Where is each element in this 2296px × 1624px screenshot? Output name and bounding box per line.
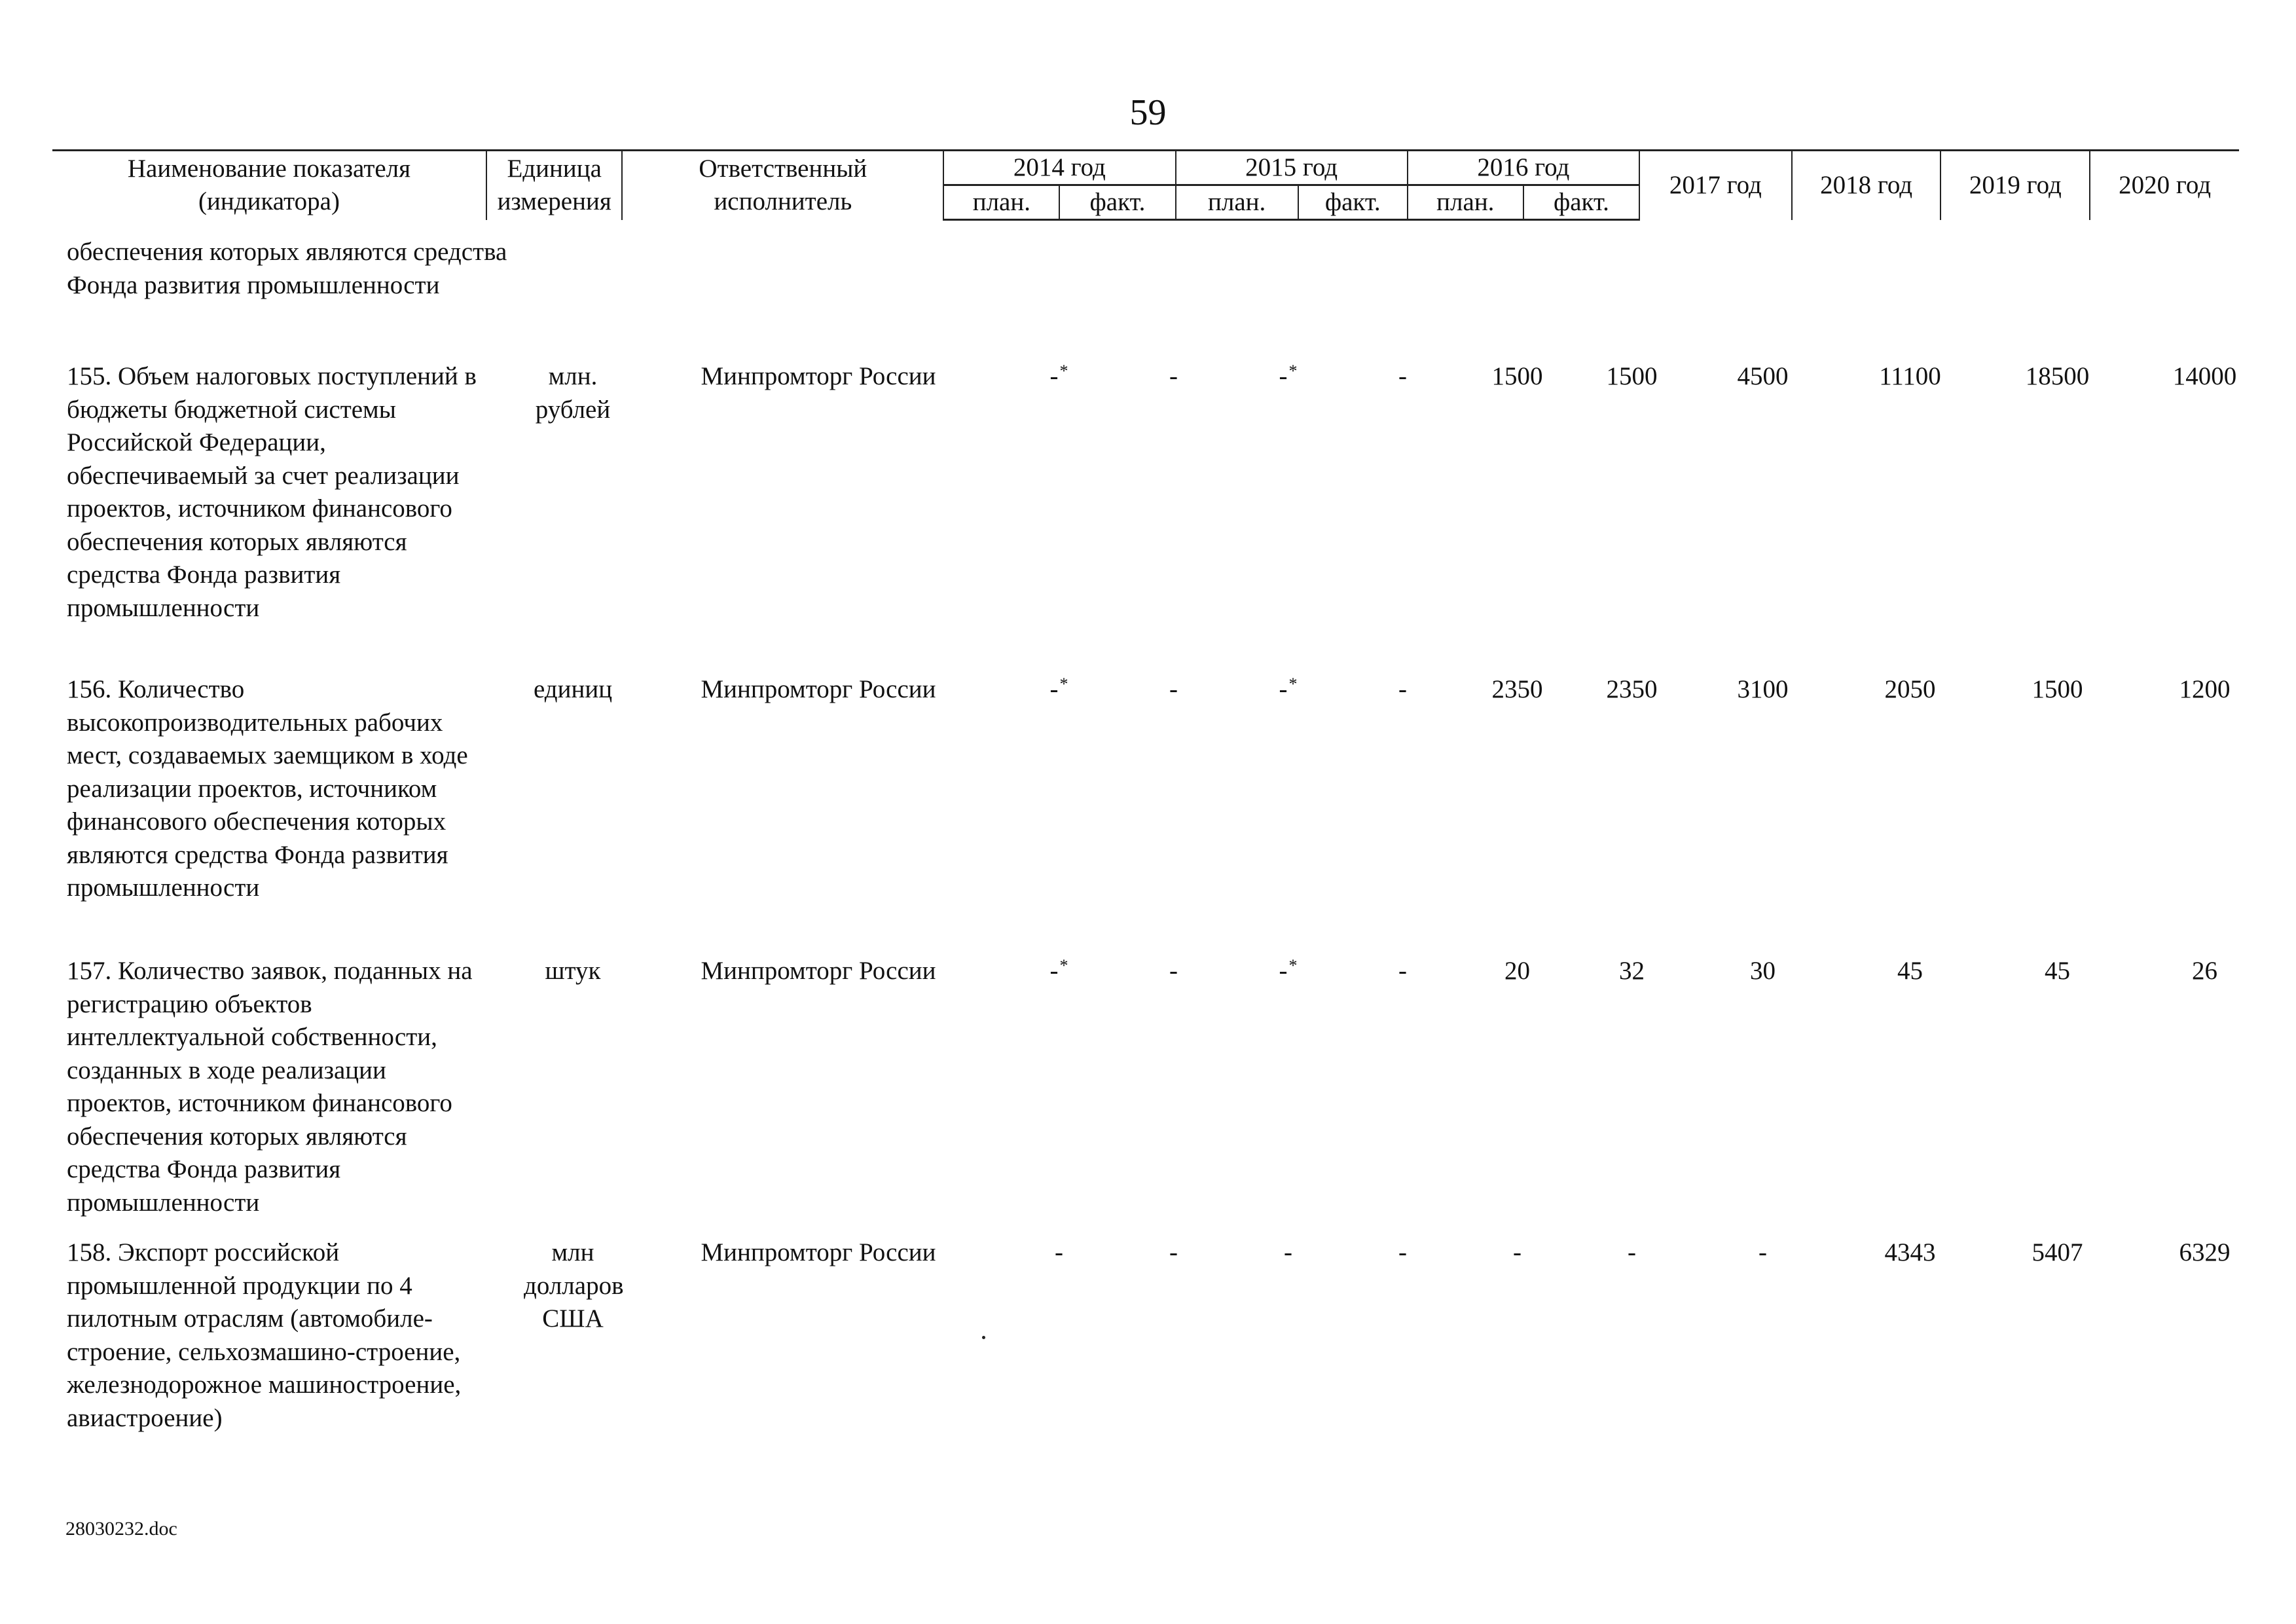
header-2017: 2017 год — [1639, 151, 1792, 220]
value-2014-fact: - — [1169, 362, 1178, 390]
value-2016-plan: 1500 — [1491, 362, 1543, 390]
value-2015-plan: -* — [1279, 674, 1298, 703]
value-2020: 26 — [2192, 957, 2217, 985]
value-2016-plan: - — [1513, 1238, 1522, 1266]
header-2016-plan: план. — [1408, 185, 1523, 220]
footnote-mark: * — [1059, 674, 1068, 693]
scan-dot — [982, 1336, 985, 1339]
value-2018: 11100 — [1879, 362, 1941, 390]
value-2020: 1200 — [2179, 675, 2231, 703]
table-body — [52, 236, 2239, 1452]
value-2017: 30 — [1750, 957, 1776, 985]
value-2016-plan: 2350 — [1491, 675, 1543, 703]
value-2019: 1500 — [2032, 675, 2083, 703]
footnote-mark: * — [1288, 361, 1298, 380]
value-2016-fact: 1500 — [1606, 362, 1658, 390]
header-2014-plan: план. — [943, 185, 1059, 220]
value-2015-fact: - — [1398, 1238, 1407, 1266]
header-2014: 2014 год — [943, 151, 1175, 185]
table-row — [52, 673, 2239, 955]
indicator-name: 156. Количество высокопроизводительных рабочих мест, создаваемых заемщиком в ходе реализации проектов, источником финансового обеспечения которых являются средства Фонда развития промышленности — [67, 675, 468, 902]
table-row — [52, 360, 2239, 673]
responsible-cell: Минпромторг России — [701, 362, 936, 390]
value-2016-fact: - — [1628, 1238, 1636, 1266]
value-2019: 18500 — [2025, 362, 2090, 390]
value-2018: 4343 — [1884, 1238, 1936, 1266]
value-2016-plan: 20 — [1504, 957, 1530, 985]
header-2016: 2016 год — [1408, 151, 1639, 185]
value-2014-plan: -* — [1049, 361, 1068, 390]
value-2014-fact: - — [1169, 1238, 1178, 1266]
header-2015: 2015 год — [1176, 151, 1408, 185]
table-row — [52, 955, 2239, 1236]
header-2015-fact: факт. — [1298, 185, 1408, 220]
table-row-continuation — [52, 236, 2239, 360]
value-2015-fact: - — [1398, 362, 1407, 390]
header-unit: Единица измерения — [486, 151, 622, 220]
footnote-mark: * — [1059, 956, 1068, 975]
value-2014-fact: - — [1169, 957, 1178, 985]
header-2020: 2020 год — [2090, 151, 2239, 220]
value-2017: - — [1758, 1238, 1767, 1266]
value-2015-plan: -* — [1279, 956, 1298, 985]
table-row — [52, 1236, 2239, 1452]
value-2018: 2050 — [1884, 675, 1936, 703]
value-2019: 5407 — [2032, 1238, 2083, 1266]
value-2020: 6329 — [2179, 1238, 2231, 1266]
footnote-mark: * — [1288, 956, 1298, 975]
responsible-cell: Минпромторг России — [701, 675, 936, 703]
footnote-mark: * — [1288, 674, 1298, 693]
value-2015-fact: - — [1398, 675, 1407, 703]
header-responsible: Ответственный исполнитель — [622, 151, 943, 220]
value-2016-fact: 2350 — [1606, 675, 1658, 703]
value-2019: 45 — [2045, 957, 2070, 985]
unit-cell: единиц — [533, 675, 613, 703]
footnote-mark: * — [1059, 361, 1068, 380]
header-2018: 2018 год — [1792, 151, 1941, 220]
value-2016-fact: 32 — [1619, 957, 1645, 985]
value-2015-plan: - — [1284, 1238, 1292, 1266]
responsible-cell: Минпромторг России — [701, 957, 936, 985]
header-name: Наименование показателя (индикатора) — [52, 151, 486, 220]
value-2018: 45 — [1897, 957, 1923, 985]
value-2015-fact: - — [1398, 957, 1407, 985]
value-2014-plan: -* — [1049, 674, 1068, 703]
indicator-name: 158. Экспорт российской промышленной продукции по 4 пилотным отраслям (автомобиле-строение, сельхозмашино-строение, железнодорожное машиностроение, авиастроение) — [67, 1238, 462, 1432]
page-number: 59 — [1129, 92, 1167, 133]
unit-cell: млн. рублей — [535, 362, 611, 424]
table-header — [52, 149, 2239, 221]
value-2015-plan: -* — [1279, 361, 1298, 390]
value-2014-plan: -* — [1049, 956, 1068, 985]
responsible-cell: Минпромторг России — [701, 1238, 936, 1266]
indicator-name: 155. Объем налоговых поступлений в бюджеты бюджетной системы Российской Федерации, обеспечиваемый за счет реализации проектов, источником финансового обеспечения которых являются средства Фонда развития промышленности — [67, 362, 477, 622]
header-2014-fact: факт. — [1059, 185, 1175, 220]
value-2020: 14000 — [2172, 362, 2237, 390]
unit-cell: млн долларов США — [524, 1238, 624, 1333]
document-footer: 28030232.doc — [65, 1518, 177, 1540]
indicator-name: обеспечения которых являются средства Фонда развития промышленности — [67, 238, 507, 299]
indicator-name: 157. Количество заявок, поданных на регистрацию объектов интеллектуальной собственности, созданных в ходе реализации проектов, источником финансового обеспечения которых являются средства Фонда развития промышленности — [67, 957, 473, 1217]
header-2016-fact: факт. — [1523, 185, 1639, 220]
unit-cell: штук — [545, 957, 601, 985]
value-2014-fact: - — [1169, 675, 1178, 703]
value-2014-plan: - — [1055, 1238, 1063, 1266]
header-2019: 2019 год — [1941, 151, 2090, 220]
value-2017: 4500 — [1737, 362, 1789, 390]
value-2017: 3100 — [1737, 675, 1789, 703]
header-2015-plan: план. — [1176, 185, 1298, 220]
